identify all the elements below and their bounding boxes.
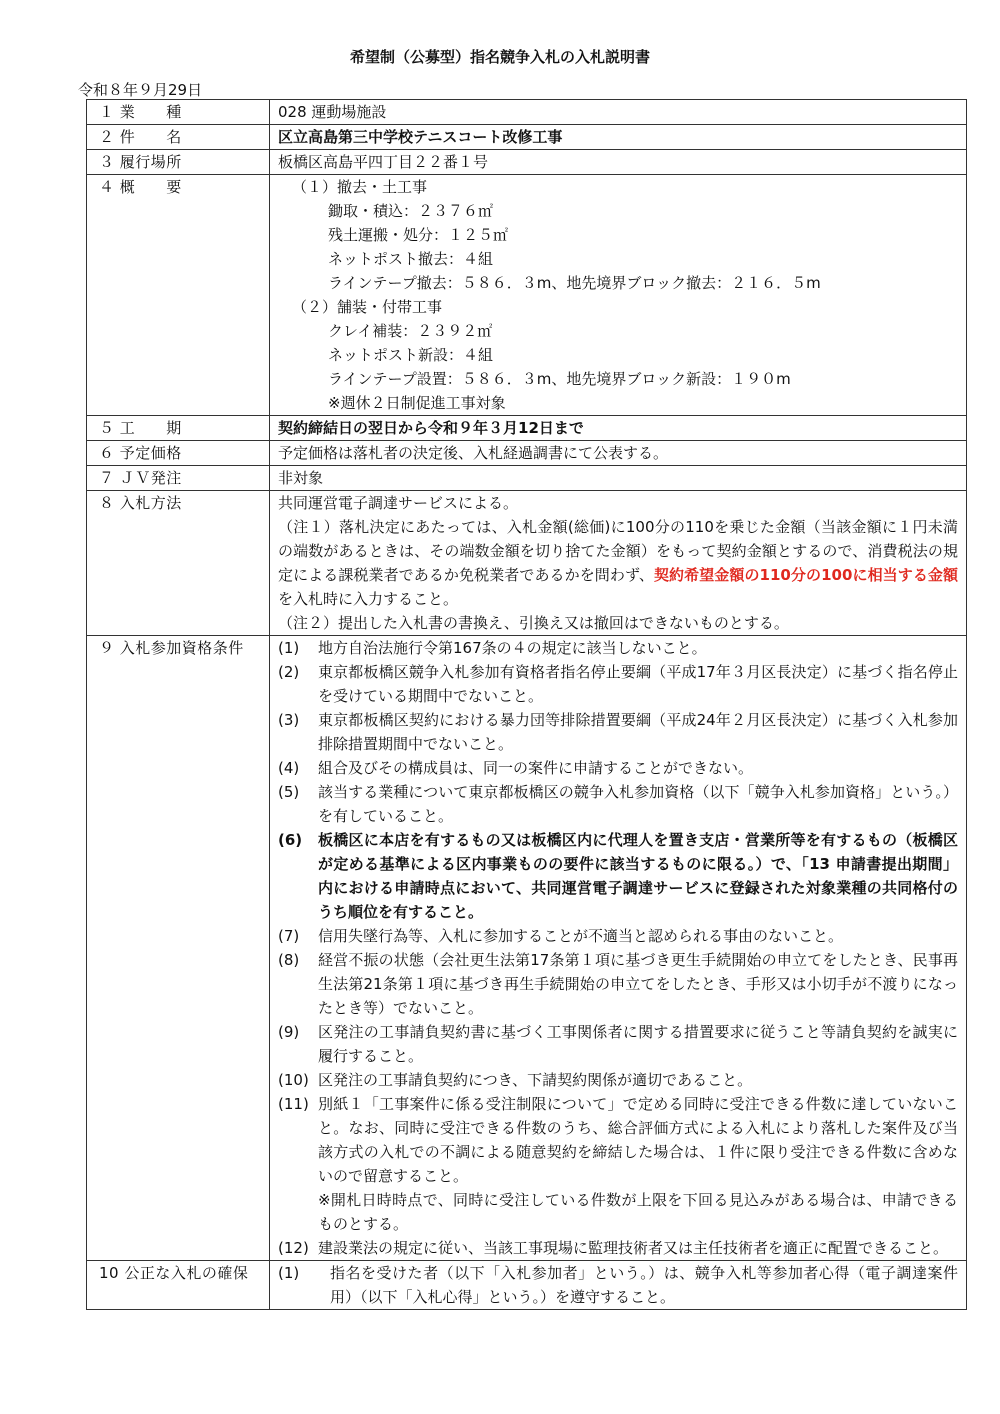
- row-label: ４ 概 要: [87, 175, 270, 416]
- list-item: [278, 1236, 958, 1260]
- table-row: [87, 175, 967, 416]
- row-label: ７ ＪＶ発注: [87, 466, 270, 491]
- bidding-note-2: （注２）提出した入札書の書換え、引換え又は撤回はできないものとする。: [278, 614, 789, 632]
- item-text: 組合及びその構成員は、同一の案件に申請することができない。: [318, 759, 754, 777]
- item-text: 信用失墜行為等、入札に参加することが不適当と認められる事由のないこと。: [318, 927, 844, 945]
- row-label: ９ 入札参加資格条件: [87, 636, 270, 1261]
- row-label: 10 公正な入札の確保: [87, 1261, 270, 1310]
- item-text: 板橋区に本店を有するもの又は板橋区内に代理人を置き支店・営業所等を有するもの（板橋区が定める基準による区内事業ものの要件に該当するものに限る。）で、「13 申請書提出期間」内における申請時点において、共同運営電子調達サービスに登録された対象業種の共同格付のうち順位を有すること。: [318, 831, 958, 921]
- list-item: [278, 924, 958, 948]
- item-number: (6): [278, 831, 303, 849]
- list-item: [278, 828, 958, 924]
- row-value: 028 運動場施設: [270, 100, 967, 125]
- list-item: [278, 636, 958, 660]
- specification-table: [86, 99, 967, 1310]
- construction-period: 契約締結日の翌日から令和９年３月12日まで: [270, 416, 967, 441]
- item-text: 地方自治法施行令第167条の４の規定に該当しないこと。: [318, 639, 707, 657]
- list-item: [278, 708, 958, 756]
- item-text: 東京都板橋区競争入札参加有資格者指名停止要綱（平成17年３月区長決定）に基づく指名停止を受けている期間中でないこと。: [318, 663, 958, 705]
- list-item: [278, 660, 958, 708]
- overview-line: 鋤取・積込：２３７６㎡: [328, 202, 494, 220]
- item-text: ※開札日時時点で、同時に受注している件数が上限を下回る見込みがある場合は、申請できるものとする。: [318, 1191, 958, 1233]
- highlight-text: 契約希望金額の110分の100に相当する金額: [653, 566, 959, 584]
- item-number: (1): [278, 1264, 300, 1282]
- item-text: 区発注の工事請負契約につき、下請契約関係が適切であること。: [318, 1071, 753, 1089]
- item-text: 経営不振の状態（会社更生法第17条第１項に基づき更生手続開始の申立てをしたとき、民事再生法第21条第１項に基づき再生手続開始の申立てをしたとき、手形又は小切手が不渡りになったとき等）でないこと。: [318, 951, 958, 1017]
- item-text: 該当する業種について東京都板橋区の競争入札参加資格（以下「競争入札参加資格」という。）を有していること。: [318, 783, 958, 825]
- table-row: [87, 441, 967, 466]
- table-row: [87, 466, 967, 491]
- table-row: [87, 100, 967, 125]
- row-value: 非対象: [270, 466, 967, 491]
- row-label: ８ 入札方法: [87, 491, 270, 636]
- fair-bidding-cell: [270, 1261, 967, 1310]
- item-number: (2): [278, 663, 300, 681]
- item-number: (1): [278, 639, 300, 657]
- list-item: [278, 756, 958, 780]
- table-row: [87, 416, 967, 441]
- item-number: (5): [278, 783, 300, 801]
- item-number: (12): [278, 1239, 309, 1257]
- overview-line: ※週休２日制促進工事対象: [328, 394, 506, 412]
- item-text: 東京都板橋区契約における暴力団等排除措置要綱（平成24年２月区長決定）に基づく入札参加排除措置期間中でないこと。: [318, 711, 958, 753]
- table-row: [87, 636, 967, 1261]
- note-text: を入札時に入力すること。: [278, 590, 459, 608]
- item-number: (4): [278, 759, 300, 777]
- bidding-note-1: [278, 515, 958, 611]
- bidding-method-cell: [270, 491, 967, 636]
- item-number: [278, 1188, 318, 1236]
- item-number: (8): [278, 951, 300, 969]
- list-item: [278, 1188, 958, 1236]
- row-value: 板橋区高島平四丁目２２番１号: [270, 150, 967, 175]
- table-row: [87, 491, 967, 636]
- overview-line: 残土運搬・処分：１２５㎡: [328, 226, 509, 244]
- item-number: (9): [278, 1023, 300, 1041]
- item-number: (7): [278, 927, 300, 945]
- project-name: 区立高島第三中学校テニスコート改修工事: [270, 125, 967, 150]
- overview-line: （１）撤去・土工事: [292, 178, 428, 196]
- row-label: １ 業 種: [87, 100, 270, 125]
- overview-line: ラインテープ撤去：５８６．３m、地先境界ブロック撤去：２１６．５m: [328, 274, 821, 292]
- overview-line: （２）舗装・付帯工事: [292, 298, 443, 316]
- item-text: 建設業法の規定に従い、当該工事現場に監理技術者又は主任技術者を適正に配置できること。: [318, 1239, 949, 1257]
- row-label: ５ 工 期: [87, 416, 270, 441]
- item-text: 指名を受けた者（以下「入札参加者」という。）は、競争入札等参加者心得（電子調達案件用）（以下「入札心得」という。）を遵守すること。: [330, 1264, 958, 1306]
- overview-cell: [270, 175, 967, 416]
- item-text: 区発注の工事請負契約書に基づく工事関係者に関する措置要求に従うこと等請負契約を誠実に履行すること。: [318, 1023, 958, 1065]
- overview-line: ネットポスト撤去：４組: [328, 250, 494, 268]
- row-label: ３ 履行場所: [87, 150, 270, 175]
- row-label: ６ 予定価格: [87, 441, 270, 466]
- list-item: [278, 1261, 958, 1309]
- list-item: [278, 1092, 958, 1188]
- overview-line: クレイ補装：２３９２㎡: [328, 322, 493, 340]
- item-number: (10): [278, 1071, 309, 1089]
- document-date: 令和８年９月29日: [78, 81, 203, 99]
- item-number: (3): [278, 711, 300, 729]
- overview-line: ラインテープ設置：５８６．３m、地先境界ブロック新設：１９０m: [328, 370, 791, 388]
- item-text: 別紙１「工事案件に係る受注制限について」で定める同時に受注できる件数に達していないこと。なお、同時に受注できる件数のうち、総合評価方式による入札により落札した案件及び当該方式の入札での不調による随意契約を締結した場合は、１件に限り受注できる件数に含めないので留意すること。: [318, 1095, 958, 1185]
- list-item: [278, 780, 958, 828]
- item-number: (11): [278, 1095, 309, 1113]
- overview-line: ネットポスト新設：４組: [328, 346, 494, 364]
- list-item: [278, 948, 958, 1020]
- document-title: 希望制（公募型）指名競争入札の入札説明書: [349, 48, 650, 66]
- table-row: [87, 1261, 967, 1310]
- bidding-method-line: 共同運営電子調達サービスによる。: [278, 494, 519, 512]
- table-row: [87, 150, 967, 175]
- row-label: ２ 件 名: [87, 125, 270, 150]
- table-row: [87, 125, 967, 150]
- qualification-cell: [270, 636, 967, 1261]
- list-item: [278, 1068, 958, 1092]
- note-text: （注１）落札決定にあたっては、入札金額(総価)に100分の110を乗じた金額（当該金額に１円未満の端数があるときは、その端数金額を切り捨てた金額）をもって契約金額とするので、消費税法の規定による課税業者であるか免税業者であるかを問わず、: [278, 518, 958, 584]
- row-value: 予定価格は落札者の決定後、入札経過調書にて公表する。: [270, 441, 967, 466]
- list-item: [278, 1020, 958, 1068]
